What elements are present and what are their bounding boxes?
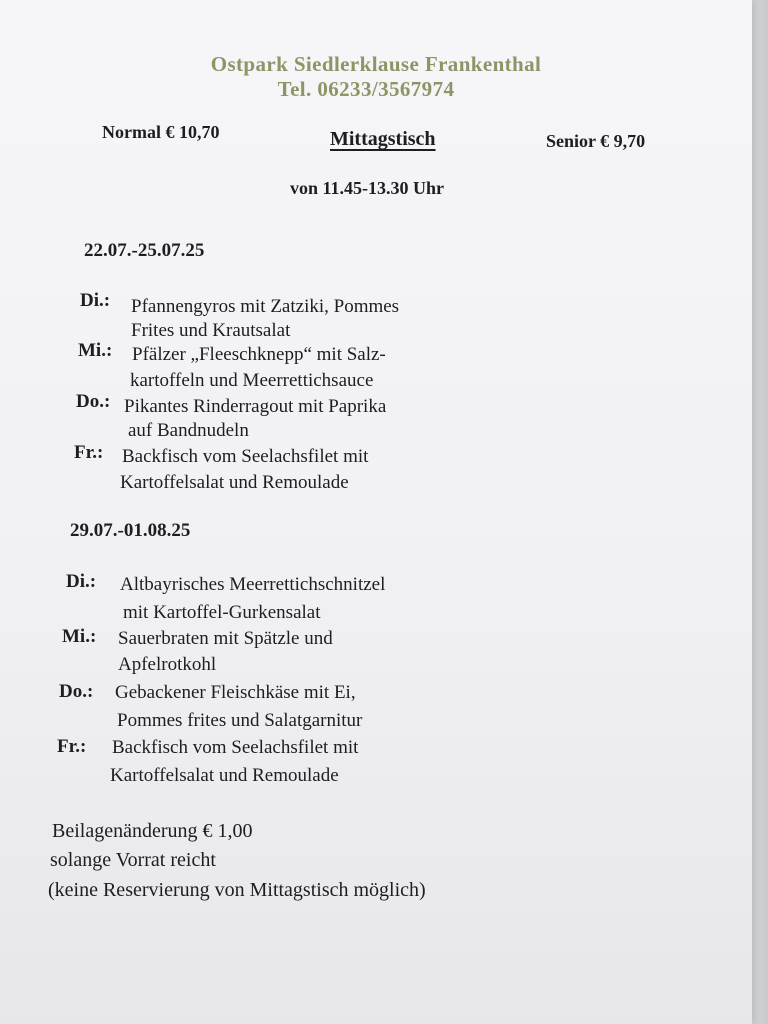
week-dates: 29.07.-01.08.25 (70, 520, 191, 541)
day-label: Do.: (59, 681, 94, 702)
reservation-note: (keine Reservierung von Mittagstisch möglich) (48, 879, 426, 901)
dish-line: Pikantes Rinderragout mit Paprika (124, 396, 387, 417)
price-normal: Normal € 10,70 (102, 122, 220, 142)
day-label: Fr.: (74, 442, 104, 463)
dish-line: Backfisch vom Seelachsfilet mit (122, 446, 369, 467)
day-label: Mi.: (62, 626, 97, 647)
dish-line: Backfisch vom Seelachsfilet mit (112, 737, 359, 758)
dish-line: Apfelrotkohl (118, 654, 217, 675)
dish-line: Pommes frites und Salatgarnitur (117, 710, 363, 731)
dish-line: Pfannengyros mit Zatziki, Pommes (131, 296, 400, 317)
dish-line: mit Kartoffel-Gurkensalat (123, 602, 321, 623)
dish-line: Pfälzer „Fleeschknepp“ mit Salz- (132, 344, 386, 365)
day-label: Mi.: (78, 340, 113, 361)
dish-line: Altbayrisches Meerrettichschnitzel (120, 574, 386, 595)
dish-line: Gebackener Fleischkäse mit Ei, (115, 682, 356, 703)
restaurant-name: Ostpark Siedlerklause Frankenthal (210, 52, 542, 76)
dish-line: kartoffeln und Meerrettichsauce (130, 370, 374, 391)
stock-note: solange Vorrat reicht (50, 849, 216, 871)
day-label: Di.: (66, 571, 97, 592)
dish-line: Sauerbraten mit Spätzle und (118, 628, 333, 649)
week-dates: 22.07.-25.07.25 (84, 240, 205, 261)
dish-line: Kartoffelsalat und Remoulade (120, 472, 349, 493)
restaurant-phone: Tel. 06233/3567974 (277, 77, 455, 101)
side-change-price: Beilagenänderung € 1,00 (52, 820, 253, 842)
dish-line: Frites und Krautsalat (131, 320, 291, 341)
dish-line: auf Bandnudeln (128, 420, 249, 441)
serving-time: von 11.45-13.30 Uhr (290, 178, 445, 198)
day-label: Di.: (80, 290, 111, 311)
menu-title: Mittagstisch (330, 128, 436, 150)
price-senior: Senior € 9,70 (546, 131, 646, 151)
dish-line: Kartoffelsalat und Remoulade (110, 765, 339, 786)
day-label: Fr.: (57, 736, 87, 757)
day-label: Do.: (76, 391, 111, 412)
